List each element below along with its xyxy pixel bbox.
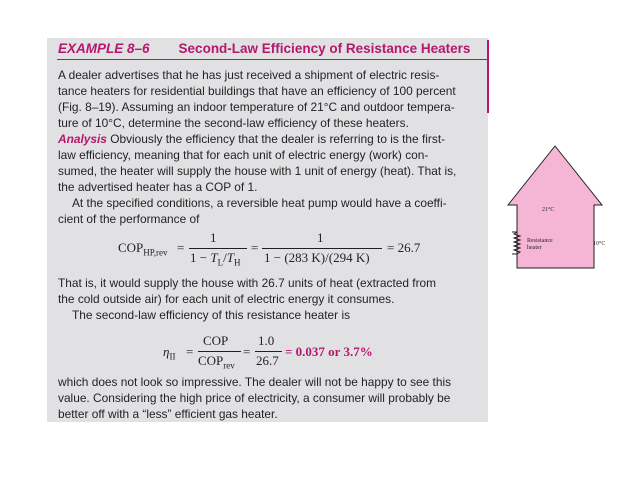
- eq1-numerator: 1: [210, 230, 217, 245]
- example-number: EXAMPLE 8–6: [58, 41, 150, 56]
- problem-line: tance heaters for residential buildings that have an efficiency of 100 percent: [58, 84, 456, 98]
- eq1-result: = 26.7: [387, 240, 421, 255]
- analysis-line: law efficiency, meaning that for each unit of electric energy (work) con-: [58, 148, 429, 162]
- conclusion-line: which does not look so impressive. The dealer will not be happy to see this: [58, 375, 452, 389]
- heater-label: Resistance heater: [527, 238, 553, 251]
- analysis-line: sumed, the heater will supply the house with 1 unit of energy (heat). That is,: [58, 164, 457, 178]
- result-line: the cold outside air) for each unit of electric energy it consumes.: [58, 292, 395, 306]
- eq2-equals-2: =: [243, 344, 251, 359]
- outdoor-temp: 10°C: [593, 241, 606, 247]
- problem-line: (Fig. 8–19). Assuming an indoor temperature of 21°C and outdoor tempera-: [58, 100, 455, 114]
- eq2-equals: =: [186, 344, 194, 359]
- eq2-denominator: $COP_{rev}$: [198, 353, 235, 371]
- eq1-equals: =: [177, 240, 185, 255]
- indoor-temp: 21°C: [542, 207, 555, 213]
- eq1-lhs: $COP_{HP,rev}$: [118, 240, 168, 258]
- conclusion-line: value. Considering the high price of electricity, a consumer will probably be: [58, 391, 451, 405]
- eq1-numerator-2: 1: [317, 230, 324, 245]
- eq2-denominator-2: 26.7: [256, 353, 279, 368]
- example-title: Second-Law Efficiency of Resistance Heaters: [178, 41, 471, 56]
- eq1-denominator-2: 1 − (283 K)/(294 K): [264, 250, 370, 265]
- analysis-line: the advertised heater has a COP of 1.: [58, 180, 258, 194]
- result-line: That is, it would supply the house with 26.7 units of heat (extracted from: [58, 276, 437, 290]
- conclusion-line: better off with a “less” efficient gas heater.: [58, 407, 278, 421]
- eq2-lhs: $\eta_{II}$: [163, 344, 176, 362]
- eq2-result: = 0.037 or 3.7%: [285, 344, 373, 359]
- problem-line: A dealer advertises that he has just received a shipment of electric resis-: [58, 68, 440, 82]
- eq2-numerator: COP: [203, 333, 229, 348]
- analysis-line: Obviously the efficiency that the dealer is referring to is the first-: [106, 132, 446, 146]
- house-outline: [508, 146, 602, 268]
- result-line: The second-law efficiency of this resistance heater is: [72, 308, 351, 322]
- eq1-equals-2: =: [251, 240, 259, 255]
- conditions-line: At the specified conditions, a reversible heat pump would have a coeffi-: [72, 196, 447, 210]
- analysis-label: Analysis: [58, 132, 107, 146]
- conditions-line: cient of the performance of: [58, 212, 200, 226]
- eq2-numerator-2: 1.0: [258, 333, 275, 348]
- eq1-denominator: $1 - T_L/T_H$: [190, 250, 241, 268]
- problem-line: ture of 10°C, determine the second-law efficiency of these heaters.: [58, 116, 409, 130]
